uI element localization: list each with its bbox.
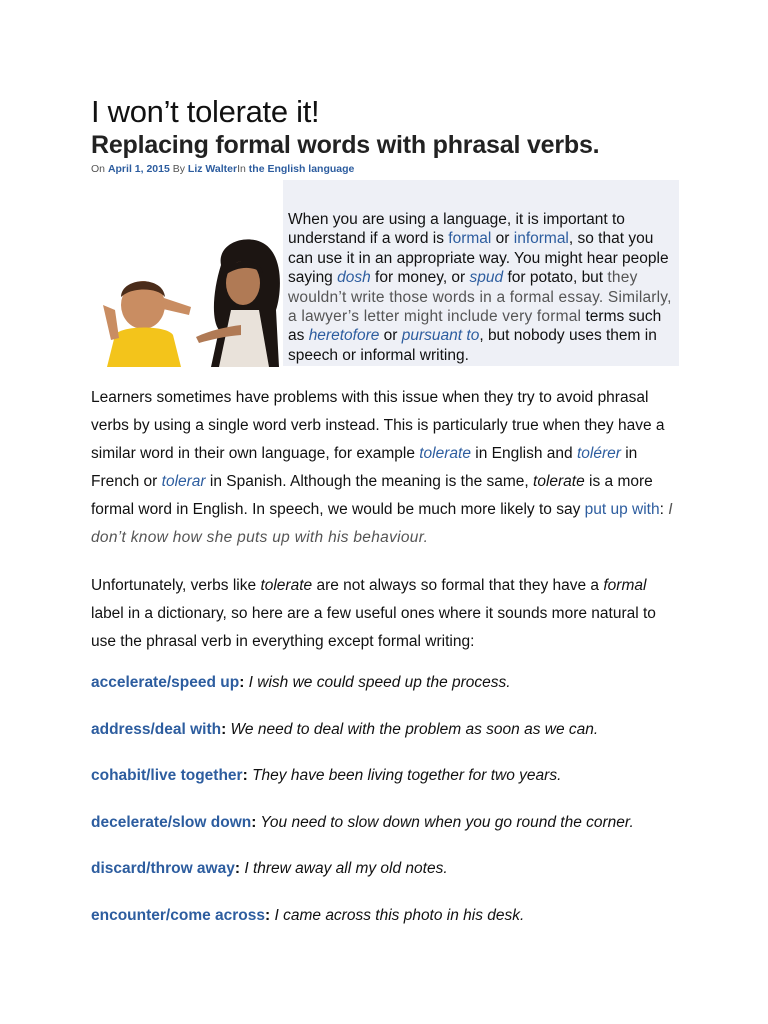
para1-text-1: Learners sometimes have problems with this issue when they try to avoid phrasal verbs by using a single word verb instead. This is particularly true when they have a similar word in their own language, for example (91, 389, 665, 462)
verb-example: We need to deal with the problem as soon as we can. (226, 720, 599, 738)
meta-in-label: In (237, 163, 249, 175)
intro-text-9: , but nobody uses them in speech or informal writing. (288, 327, 657, 364)
paragraph-unfortunately (91, 572, 681, 656)
heretofore-link[interactable]: heretofore (308, 327, 380, 345)
pursuant-to-link[interactable]: pursuant to (401, 327, 480, 345)
tolerar-link[interactable]: tolerar (161, 473, 206, 490)
verb-pair-link[interactable]: discard/throw away (91, 860, 235, 877)
para2-text-1: Unfortunately, verbs like (91, 577, 261, 594)
article-meta (91, 162, 691, 176)
put-up-with-link[interactable]: put up with (584, 501, 660, 518)
verb-colon: : (221, 720, 227, 738)
para1-text-2: in English and (470, 445, 577, 462)
tolerer-link[interactable]: tolérer (576, 445, 621, 462)
verb-pair-link[interactable]: address/deal with (91, 720, 222, 738)
spud-link[interactable]: spud (469, 269, 504, 287)
list-item (91, 719, 691, 741)
para2-text-2: are not always so formal that they have a (312, 577, 604, 594)
formal-link[interactable]: formal (448, 230, 492, 248)
dosh-link[interactable]: dosh (337, 269, 371, 287)
intro-section (91, 180, 691, 366)
verb-example: I came across this photo in his desk. (270, 906, 525, 924)
meta-author-link[interactable]: Liz Walter (187, 163, 238, 175)
intro-text-6: they wouldn’t write those words in a formal essay. Similarly, a lawyer’s letter might include very formal (288, 269, 672, 326)
intro-text-2: or (491, 230, 514, 248)
intro-text-5: for potato, but (503, 269, 608, 287)
informal-link[interactable]: informal (513, 230, 569, 248)
verb-colon: : (239, 674, 245, 691)
meta-date-link[interactable]: April 1, 2015 (107, 163, 170, 175)
para1-text-4: in Spanish. Although the meaning is the same, (205, 473, 534, 490)
verb-pair-link[interactable]: cohabit/live together (91, 767, 243, 784)
intro-text-8: or (379, 327, 402, 345)
para1-text-3: in French or (91, 445, 638, 490)
mother-child-photo (91, 235, 281, 367)
para2-text-3: label in a dictionary, so here are a few useful ones where it sounds more natural to use the phrasal verb in everything except formal writing: (91, 605, 656, 650)
put-up-with-example: I don’t know how she puts up with his behaviour. (91, 501, 673, 546)
para1-text-5: is a more formal word in English. In speech, we would be much more likely to say (91, 473, 653, 518)
verb-colon: : (242, 767, 248, 784)
verb-pair-link[interactable]: encounter/come across (91, 906, 266, 924)
article-subtitle: Replacing formal words with phrasal verbs. (91, 131, 600, 159)
formal-emphasis: formal (603, 577, 647, 594)
article-title: I won’t tolerate it! (91, 94, 320, 129)
intro-text-1: When you are using a language, it is important to understand if a word is (288, 211, 625, 248)
article (91, 94, 691, 951)
tolerate-link[interactable]: tolerate (419, 445, 471, 462)
list-item (91, 765, 691, 787)
verb-example: I wish we could speed up the process. (244, 674, 511, 691)
meta-on-label: On (91, 163, 108, 175)
paragraph-learners (91, 384, 681, 552)
intro-text-3: , so that you can use it in an appropriate way. You might hear people saying (288, 230, 669, 287)
list-item (91, 672, 691, 694)
verb-example: You need to slow down when you go round the corner. (256, 813, 634, 831)
list-item (91, 905, 691, 927)
verb-colon: : (265, 906, 271, 924)
meta-by-label: By (169, 163, 188, 175)
intro-text-7: terms such as (288, 308, 662, 345)
intro-text-4: for money, or (370, 269, 470, 287)
meta-category-link[interactable]: the English language (248, 163, 355, 175)
verb-colon: : (234, 860, 241, 877)
verb-pair-link[interactable]: accelerate/speed up (91, 674, 240, 691)
verb-example: They have been living together for two years. (247, 767, 562, 784)
list-item (91, 812, 691, 834)
intro-text (288, 210, 680, 365)
tolerate-emphasis: tolerate (533, 473, 585, 490)
para1-text-6: : (659, 501, 669, 518)
tolerate-emphasis-2: tolerate (260, 577, 313, 594)
verb-example: I threw away all my old notes. (240, 860, 448, 877)
verb-pair-link[interactable]: decelerate/slow down (91, 813, 252, 831)
list-item (91, 858, 691, 880)
verb-list (91, 672, 691, 927)
verb-colon: : (251, 813, 257, 831)
